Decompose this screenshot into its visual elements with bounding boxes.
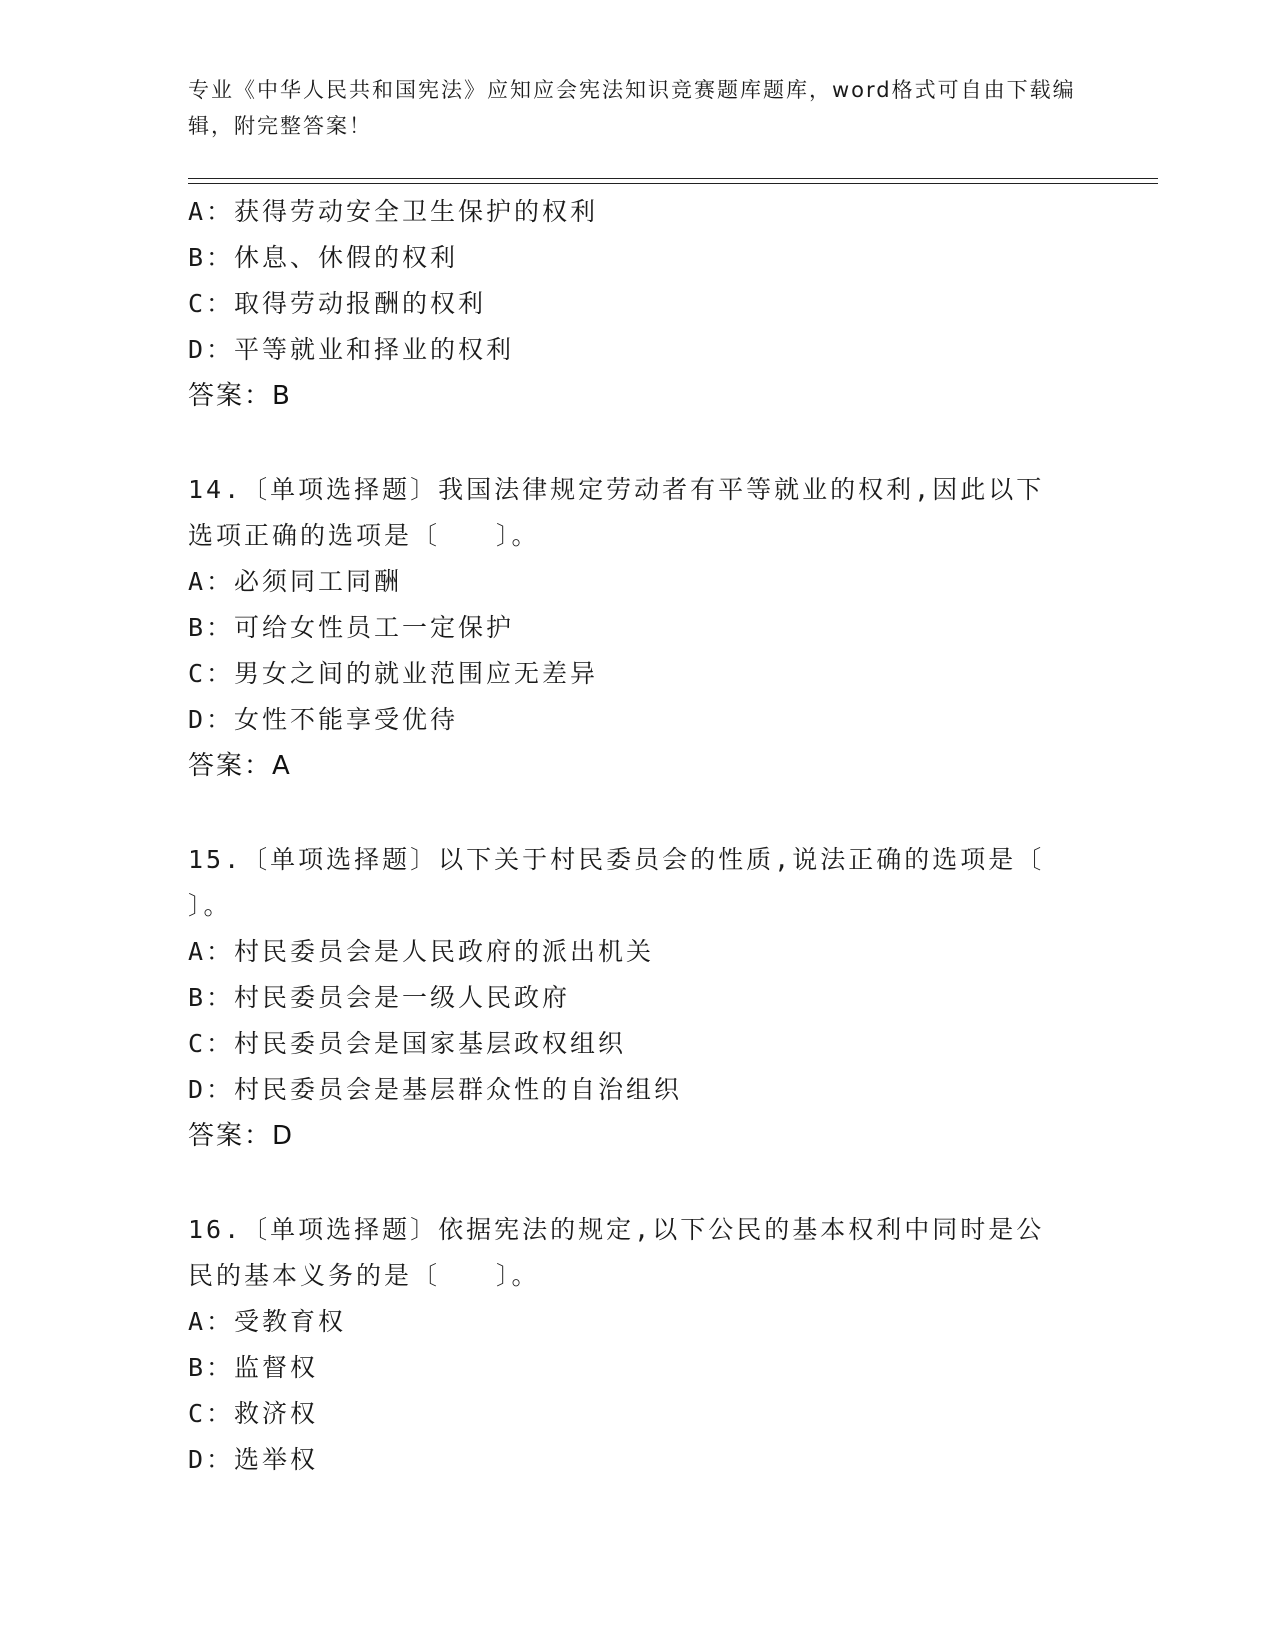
question-14 xyxy=(188,467,1088,789)
question-stem-line-2: 〕。 xyxy=(188,891,232,920)
option-a: A：村民委员会是人民政府的派出机关 xyxy=(188,937,655,966)
option-b: B：可给女性员工一定保护 xyxy=(188,613,515,642)
question-13 xyxy=(188,189,1088,419)
question-stem-line-2: 民的基本义务的是〔 〕。 xyxy=(188,1261,540,1290)
option-c: C：救济权 xyxy=(188,1399,319,1428)
option-d: D：平等就业和择业的权利 xyxy=(188,335,515,364)
question-15 xyxy=(188,837,1088,1159)
question-stem-line-1: 15.〔单项选择题〕以下关于村民委员会的性质,说法正确的选项是〔 xyxy=(188,845,1045,874)
question-16 xyxy=(188,1207,1088,1483)
option-a: A：获得劳动安全卫生保护的权利 xyxy=(188,197,599,226)
document-header: 专业《中华人民共和国宪法》应知应会宪法知识竞赛题库题库，word格式可自由下载编辑，附完整答案！ xyxy=(188,78,1076,138)
answer-text: 答案：D xyxy=(188,1121,295,1151)
option-b: B：休息、休假的权利 xyxy=(188,243,459,272)
question-stem-line-1: 14.〔单项选择题〕我国法律规定劳动者有平等就业的权利,因此以下 xyxy=(188,475,1045,504)
option-d: D：村民委员会是基层群众性的自治组织 xyxy=(188,1075,683,1104)
option-d: D：女性不能享受优待 xyxy=(188,705,459,734)
option-a: A：必须同工同酬 xyxy=(188,567,403,596)
header-rule-bottom xyxy=(188,183,1158,184)
answer-text: 答案：B xyxy=(188,381,292,411)
option-c: C：村民委员会是国家基层政权组织 xyxy=(188,1029,627,1058)
option-c: C：男女之间的就业范围应无差异 xyxy=(188,659,599,688)
option-a: A：受教育权 xyxy=(188,1307,347,1336)
option-b: B：监督权 xyxy=(188,1353,319,1382)
option-b: B：村民委员会是一级人民政府 xyxy=(188,983,571,1012)
option-c: C：取得劳动报酬的权利 xyxy=(188,289,487,318)
question-content xyxy=(188,189,1088,1483)
question-stem-line-1: 16.〔单项选择题〕依据宪法的规定,以下公民的基本权利中同时是公 xyxy=(188,1215,1045,1244)
option-d: D：选举权 xyxy=(188,1445,319,1474)
question-stem-line-2: 选项正确的选项是〔 〕。 xyxy=(188,521,540,550)
answer-text: 答案：A xyxy=(188,751,292,781)
header-rule-top xyxy=(188,178,1158,179)
